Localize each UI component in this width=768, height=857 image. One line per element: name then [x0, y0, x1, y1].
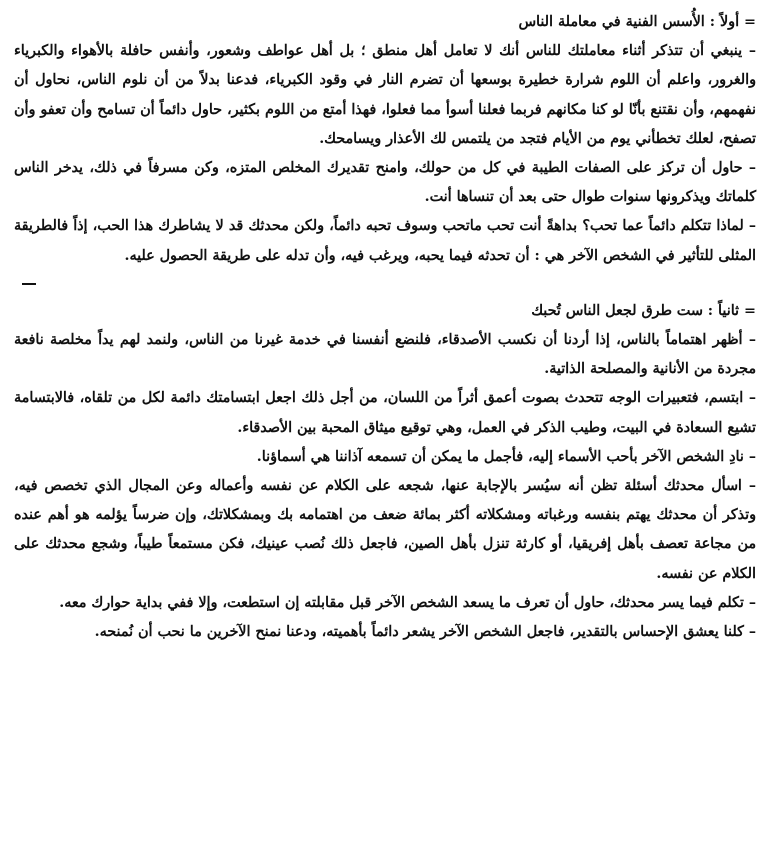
document-page — [14, 8, 756, 647]
paragraph: – كلنا يعشق الإحساس بالتقدير، فاجعل الشخص الآخر يشعر دائماً بأهميته، ودعنا نمنح الآخرين ما نحب أن نُمنحه. — [94, 624, 756, 641]
paragraph: – حاول أن تركز على الصفات الطيبة في كل من حولك، وامنح تقديرك المخلص المتزه، وكن مسرفاً في ذلك، يدخر الناس كلماتك ويذكرونها سنوات طوال حتى بعد أن تنساها أنت. — [14, 160, 756, 206]
paragraph: – لماذا تتكلم دائماً عما تحب؟ بداهةً أنت تحب ماتحب وسوف تحبه دائماً، ولكن محدثك قد لا يشاطرك هذا الحب، إذاً فالطريقة المثلى للتأثير في الشخص الآخر هي : أن تحدثه فيما يحبه، ويرغب فيه، وأن تدله على طريقة الحصول عليه. — [14, 218, 756, 264]
section-one-heading: = أولاً : الأُسس الفنية في معاملة الناس — [518, 14, 756, 30]
paragraph: – تكلم فيما يسر محدثك، حاول أن تعرف ما يسعد الشخص الآخر قبل مقابلته إن استطعت، وإلا ففي بداية حوارك معه. — [59, 594, 756, 611]
paragraph: – أظهر اهتماماً بالناس، إذا أردنا أن نكسب الأصدقاء، فلنضع أنفسنا في خدمة غيرنا من الناس، ولنمد لهم يداً مخلصة نافعة مجردة من الأنانية والمصلحة الذاتية. — [14, 332, 756, 378]
section-divider — [22, 283, 36, 285]
section-two-heading: = ثانياً : ست طرق لجعل الناس تُحبك — [531, 302, 756, 319]
paragraph: – ينبغي أن تتذكر أثناء معاملتك للناس أنك لا تعامل أهل منطق ؛ بل أهل عواطف وشعور، وأنفس حافلة بالأهواء والكبرياء والغرور، واعلم أن اللوم شرارة خطيرة بوسعها أن تضرم النار في وقود الكبرياء، فدعنا بدلاً من أن نلوم الناس، نحاول أن نفهمهم، وأن نقتنع بأنّا لو كنا مكانهم فربما فعلنا أسوأ مما فعلوا، فهذا أمتع من اللوم بكثير، حاول دائماً أن تسامح وأن تعفو وأن تصفح، لعلك تخطأني يوم من الأيام فتجد من يلتمس لك الأعذار ويسامحك. — [14, 43, 756, 147]
paragraph: – ابتسم، فتعبيرات الوجه تتحدث بصوت أعمق أثراً من اللسان، من أجل ذلك اجعل ابتسامتك دائمة لكل من تلقاه، فالابتسامة تشيع السعادة في البيت، وطيب الذكر في العمل، وهي توقيع ميثاق المحبة بين الأصدقاء. — [14, 390, 756, 436]
paragraph: – اسأل محدثك أسئلة تظن أنه سيُسر بالإجابة عنها، شجعه على الكلام عن نفسه وأعماله وعن المجال الذي تخصص فيه، وتذكر أن محدثك يهتم بنفسه ورغباته ومشكلاته أكثر بمائة ضعف من اهتمامه بك وبمشكلاتك، وإن ضرساً يؤلمه هو أهم عنده من مجاعة تعصف بأهل إفريقيا، أو كارثة تنزل بأهل الصين، فاجعل ذلك نُصب عينيك، فكن مستمعاً طيباً، وشجع محدثك على الكلام عن نفسه. — [14, 478, 756, 582]
paragraph: – نادِ الشخص الآخر بأحب الأسماء إليه، فأجمل ما يمكن أن تسمعه آذاننا هي أسماؤنا. — [256, 448, 756, 465]
